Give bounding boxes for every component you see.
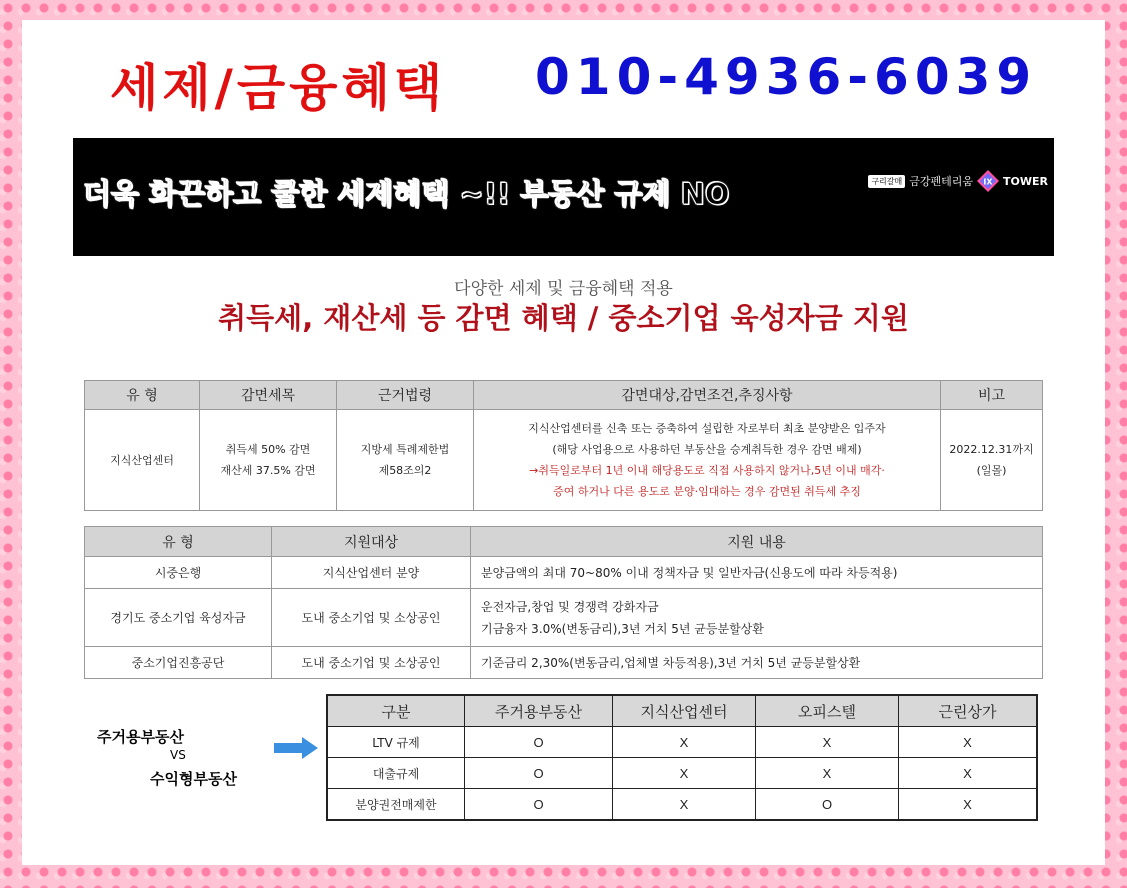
table-row xyxy=(327,758,1037,789)
table1-header: 감면대상,감면조건,추징사항 xyxy=(474,381,941,410)
profitable-label: 수익형부동산 xyxy=(150,770,237,788)
note-line: (일몰) xyxy=(976,464,1007,477)
table2-type: 중소기업진흥공단 xyxy=(85,647,272,679)
content-line: 기금융자 3.0%(변동금리),3년 거치 5년 균등분할상환 xyxy=(481,621,764,636)
condition-line: 지식산업센터를 신축 또는 증축하여 설립한 자로부터 최초 분양받은 입주자 xyxy=(528,422,886,435)
table1-conditions xyxy=(474,410,941,511)
brand-tag: 구리갈매 xyxy=(868,175,905,188)
table1-header: 감면세목 xyxy=(200,381,337,410)
table3-cell: X xyxy=(899,758,1038,789)
table3-cell: X xyxy=(613,789,756,821)
table2-target: 도내 중소기업 및 소상공인 xyxy=(272,647,471,679)
condition-line: (해당 사업용으로 사용하던 부동산을 승계취득한 경우 감면 배제) xyxy=(552,443,862,456)
funding-support-table xyxy=(84,526,1043,679)
ix-tower-logo-icon xyxy=(977,170,999,192)
brand-name: 금강펜테리움 xyxy=(909,175,974,188)
content-panel xyxy=(22,20,1105,865)
content-line: 운전자금,창업 및 경쟁력 강화자금 xyxy=(481,599,659,614)
main-title: 취득세, 재산세 등 감면 혜택 / 중소기업 육성자금 지원 xyxy=(218,301,909,335)
table3-cell: X xyxy=(756,758,899,789)
table1-tax xyxy=(200,410,337,511)
tax-benefit-table xyxy=(84,380,1043,511)
table-row xyxy=(85,589,1043,647)
table2-content xyxy=(471,589,1043,647)
table3-header: 주거용부동산 xyxy=(465,695,613,727)
table3-cell: X xyxy=(899,727,1038,758)
table2-target: 지식산업센터 분양 xyxy=(272,557,471,589)
table-row xyxy=(85,647,1043,679)
promo-banner xyxy=(73,138,1054,256)
table3-cell: O xyxy=(756,789,899,821)
table3-header: 구분 xyxy=(327,695,465,727)
brand-tower: TOWER xyxy=(1003,174,1048,188)
condition-line: 증여 하거나 다른 용도로 분양·임대하는 경우 감면된 취득세 추징 xyxy=(553,485,861,498)
table3-label: 분양권전매제한 xyxy=(327,789,465,821)
tax-line: 취득세 50% 감면 xyxy=(225,443,311,456)
table2-content: 분양금액의 최대 70~80% 이내 정책자금 및 일반자금(신용도에 따라 차등적용) xyxy=(471,557,1043,589)
brand-logo-text: IX xyxy=(983,177,993,187)
tax-line: 재산세 37.5% 감면 xyxy=(220,464,316,477)
headline: 세제/금융혜택 xyxy=(110,59,447,117)
table2-target: 도내 중소기업 및 소상공인 xyxy=(272,589,471,647)
table2-header: 지원대상 xyxy=(272,527,471,557)
table-row xyxy=(85,410,1043,511)
table1-law xyxy=(337,410,474,511)
table3-header: 오피스텔 xyxy=(756,695,899,727)
table2-type: 경기도 중소기업 육성자금 xyxy=(85,589,272,647)
table2-type: 시중은행 xyxy=(85,557,272,589)
table3-cell: O xyxy=(465,727,613,758)
table3-cell: O xyxy=(465,789,613,821)
note-line: 2022.12.31까지 xyxy=(949,443,1034,456)
table1-header: 비고 xyxy=(941,381,1043,410)
table-row xyxy=(327,727,1037,758)
table-row xyxy=(327,789,1037,821)
table3-cell: X xyxy=(613,758,756,789)
table1-header: 유 형 xyxy=(85,381,200,410)
right-arrow-icon xyxy=(274,737,318,763)
law-line: 제58조의2 xyxy=(378,464,432,477)
table3-cell: X xyxy=(756,727,899,758)
table3-cell: X xyxy=(613,727,756,758)
residential-label: 주거용부동산 xyxy=(97,728,184,746)
table3-header: 지식산업센터 xyxy=(613,695,756,727)
law-line: 지방세 특례제한법 xyxy=(360,443,450,456)
table2-header: 유 형 xyxy=(85,527,272,557)
table1-note xyxy=(941,410,1043,511)
banner-text: 더욱 화끈하고 쿨한 세제혜택 ~!! 부동산 규제 NO xyxy=(83,177,730,211)
sub-title: 다양한 세제 및 금융혜택 적용 xyxy=(454,279,673,299)
phone-number[interactable]: 010-4936-6039 xyxy=(535,48,1038,106)
condition-line: →취득일로부터 1년 이내 해당용도로 직접 사용하지 않거나,5년 이내 매각· xyxy=(529,464,885,477)
table3-header: 근린상가 xyxy=(899,695,1038,727)
table2-header: 지원 내용 xyxy=(471,527,1043,557)
table3-label: LTV 규제 xyxy=(327,727,465,758)
table1-header: 근거법령 xyxy=(337,381,474,410)
brand-logo xyxy=(868,170,1048,192)
table3-label: 대출규제 xyxy=(327,758,465,789)
table3-cell: O xyxy=(465,758,613,789)
regulation-comparison-table xyxy=(326,694,1038,821)
table1-type: 지식산업센터 xyxy=(85,410,200,511)
table2-content: 기준금리 2,30%(변동금리,업체별 차등적용),3년 거치 5년 균등분할상환 xyxy=(471,647,1043,679)
table-row xyxy=(85,557,1043,589)
table3-cell: X xyxy=(899,789,1038,821)
vs-label: VS xyxy=(170,748,186,762)
